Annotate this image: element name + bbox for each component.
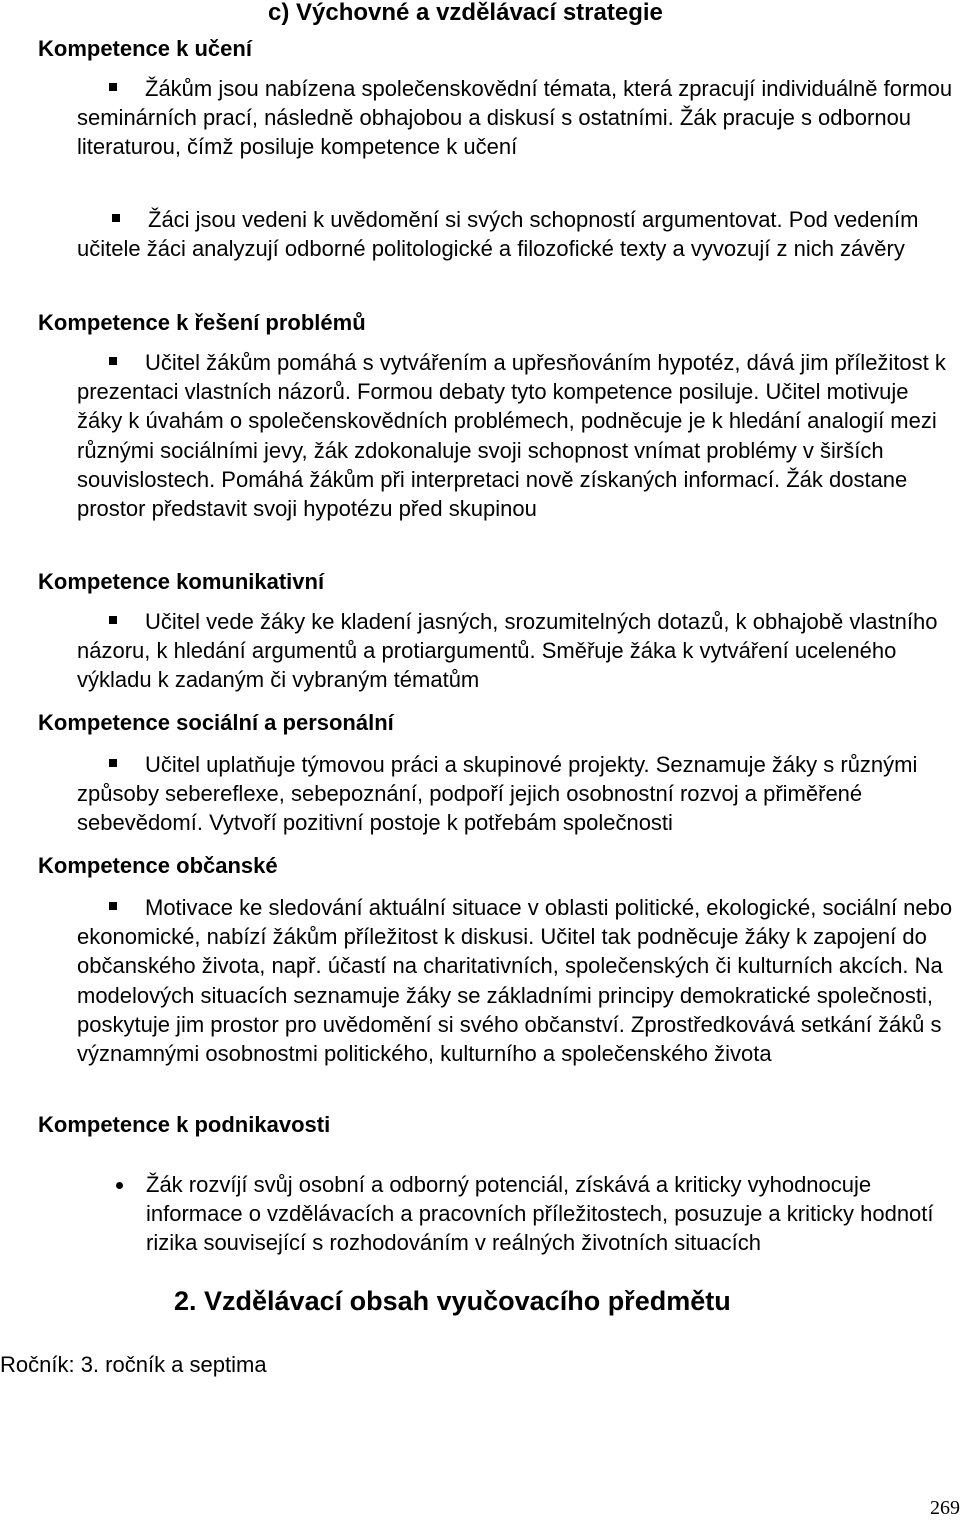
- paragraph: [77, 607, 957, 695]
- grade-label: Ročník: 3. ročník a septima: [0, 1352, 267, 1377]
- paragraph-text: Žáci jsou vedeni k uvědomění si svých schopností argumentovat. Pod vedením učitele žáci analyzují odborné politologické a filozofické texty a vyvozují z nich závěry: [77, 207, 919, 262]
- paragraph: [77, 74, 957, 162]
- square-bullet-icon: [109, 902, 117, 910]
- square-bullet-icon: [112, 214, 120, 222]
- square-bullet-icon: [109, 616, 117, 624]
- paragraph: [77, 750, 957, 838]
- paragraph-text: Motivace ke sledování aktuální situace v oblasti politické, ekologické, sociální nebo ekonomické, nabízí žákům příležitost k diskusi. Učitel tak podněcuje žáky k zapojení do občanského života, např. účastí na charitativních, společenských či kulturních akcích. Na modelových situacích seznamuje žáky se základními principy demokratické společnosti, poskytuje jim prostor pro uvědomění si svého občanství. Zprostředkovává setkání žáků s významnými osobnostmi politického, kulturního a společenského života: [77, 895, 953, 1067]
- square-bullet-icon: [109, 759, 117, 767]
- paragraph: [77, 348, 957, 523]
- round-bullet-icon: [116, 1182, 123, 1189]
- square-bullet-icon: [109, 83, 117, 91]
- square-bullet-icon: [109, 357, 117, 365]
- paragraph-text: Žák rozvíjí svůj osobní a odborný potenciál, získává a kriticky vyhodnocuje informace o vzdělávacích a pracovních příležitostech, posuzuje a kriticky hodnotí rizika související s rozhodováním v reálných životních situacích: [146, 1172, 934, 1256]
- heading-kompetence-komunikativni: Kompetence komunikativní: [38, 569, 325, 594]
- heading-kompetence-socialni-a-personalni: Kompetence sociální a personální: [38, 710, 394, 735]
- paragraph-text: Žákům jsou nabízena společenskovědní témata, která zpracují individuálně formou seminárních prací, následně obhajobou a diskusí s ostatními. Žák pracuje s odbornou literaturou, čímž posiluje kompetence k učení: [77, 76, 953, 160]
- heading-kompetence-obcanske: Kompetence občanské: [38, 853, 278, 878]
- paragraph-text: Učitel žákům pomáhá s vytvářením a upřesňováním hypotéz, dává jim příležitost k prezentaci vlastních názorů. Formou debaty tyto kompetence posiluje. Učitel motivuje žáky k úvahám o společenskovědních problémech, podněcuje je k hledání analogií mezi různými sociálními jevy, žák zdokonaluje svoji schopnost vnímat problémy v širších souvislostech. Pomáhá žákům při interpretaci nově získaných informací. Žák dostane prostor představit svoji hypotézu před skupinou: [77, 350, 946, 522]
- paragraph-text: Učitel uplatňuje týmovou práci a skupinové projekty. Seznamuje žáky s různými způsoby sebereflexe, sebepoznání, podpoří jejich osobnostní rozvoj a přiměřené sebevědomí. Vytvoří pozitivní postoje k potřebám společnosti: [77, 752, 918, 836]
- heading-kompetence-k-podnikavosti: Kompetence k podnikavosti: [38, 1112, 331, 1137]
- paragraph: [77, 893, 957, 1068]
- paragraph-text: Učitel vede žáky ke kladení jasných, srozumitelných dotazů, k obhajobě vlastního názoru, k hledání argumentů a protiargumentů. Směřuje žáka k vytváření uceleného výkladu k zadaným či vybraným tématům: [77, 609, 938, 693]
- heading-kompetence-k-uceni: Kompetence k učení: [38, 36, 252, 61]
- page-title: c) Výchovné a vzdělávací strategie: [268, 0, 663, 26]
- section-heading: 2. Vzdělávací obsah vyučovacího předmětu: [174, 1286, 731, 1316]
- heading-kompetence-k-reseni-problemu: Kompetence k řešení problémů: [38, 310, 366, 335]
- paragraph: [77, 205, 957, 263]
- paragraph: [146, 1170, 956, 1258]
- page-number: 269: [930, 1497, 960, 1519]
